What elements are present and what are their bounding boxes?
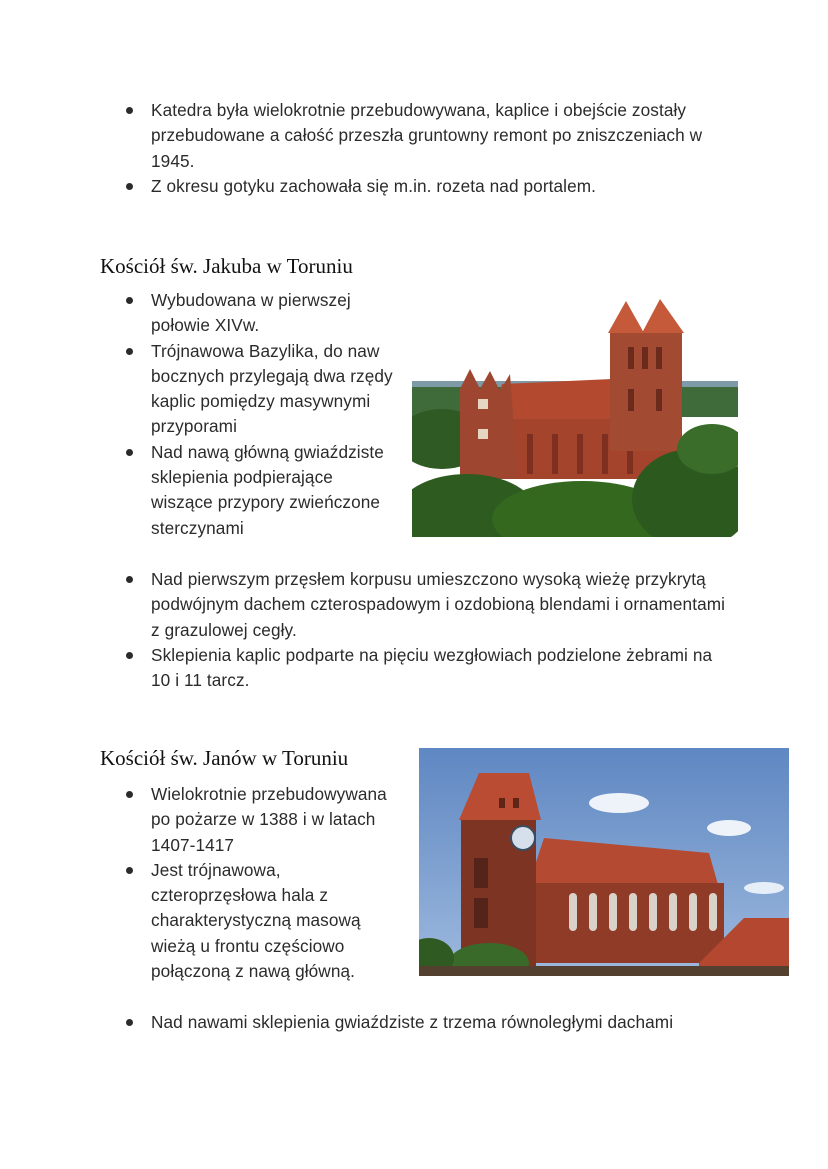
jakub-church-photo: [412, 299, 738, 537]
list-item: Sklepienia kaplic podparte na pięciu wezgłowiach podzielone żebrami na 10 i 11 tarcz.: [126, 643, 726, 694]
list-item: Katedra była wielokrotnie przebudowywana, kaplice i obejście zostały przebudowane a całość przeszła gruntowny remont po zniszczeniach w 1945.: [126, 98, 726, 174]
list-item: Trójnawowa Bazylika, do naw bocznych przylegają dwa rzędy kaplic pomiędzy masywnymi przyporami: [126, 339, 394, 440]
list-item: Jest trójnawowa, czteroprzęsłowa hala z charakterystyczną masową wieżą u frontu częściowo połączoną z nawą główną.: [126, 858, 396, 984]
janow-church-photo: [419, 748, 789, 976]
janow-bullet-list-wide: [126, 1010, 726, 1035]
list-item: Nad nawami sklepienia gwiaździste z trzema równoległymi dachami: [126, 1010, 726, 1035]
section-heading-jakub: Kościół św. Jakuba w Toruniu: [100, 254, 353, 278]
list-item: Wybudowana w pierwszej połowie XIVw.: [126, 288, 394, 339]
list-item: Nad pierwszym przęsłem korpusu umieszczono wysoką wieżę przykrytą podwójnym dachem czterospadowym i ozdobioną blendami i ornamentami z grazulowej cegły.: [126, 567, 726, 643]
jakub-bullet-list-wide: [126, 567, 726, 693]
list-item: Z okresu gotyku zachowała się m.in. rozeta nad portalem.: [126, 174, 726, 199]
list-item: Wielokrotnie przebudowywana po pożarze w 1388 i w latach 1407-1417: [126, 782, 396, 858]
section-heading-janow: Kościół św. Janów w Toruniu: [100, 746, 349, 770]
janow-bullet-list-narrow: [126, 782, 396, 984]
intro-bullet-list: [126, 98, 726, 199]
jakub-bullet-list-narrow: [126, 288, 394, 541]
list-item: Nad nawą główną gwiaździste sklepienia podpierające wiszące przypory zwieńczone sterczynami: [126, 440, 394, 541]
